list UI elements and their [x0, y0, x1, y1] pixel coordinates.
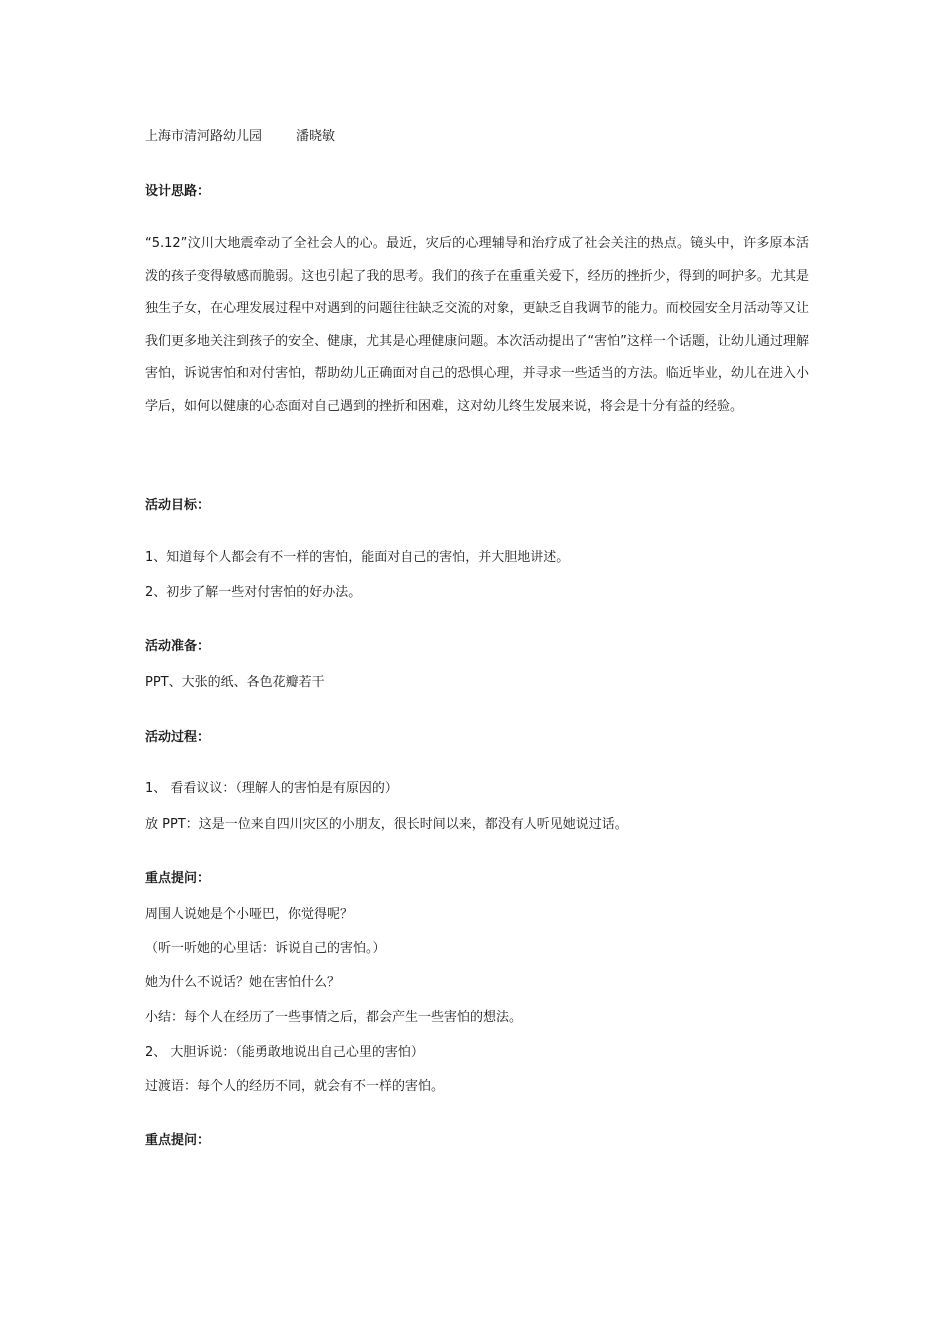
process-step-1-detail: 放 PPT：这是一位来自四川灾区的小朋友，很长时间以来，都没有人听见她说过话。: [145, 817, 628, 832]
key-question-heading-2: 重点提问：: [145, 1133, 211, 1148]
goal-item-1: 1、知道每个人都会有不一样的害怕，能面对自己的害怕，并大胆地讲述。: [145, 550, 570, 565]
summary-text: 小结：每个人在经历了一些事情之后，都会产生一些害怕的想法。: [145, 1010, 523, 1025]
key-question-heading: 重点提问：: [145, 871, 211, 886]
question-item-2: （听一听她的心里话：诉说自己的害怕。）: [145, 941, 386, 956]
goal-item-2: 2、初步了解一些对付害怕的好办法。: [145, 585, 362, 600]
preparation-text: PPT、大张的纸、各色花瓣若干: [145, 675, 325, 690]
process-heading: 活动过程：: [145, 730, 211, 745]
preparation-heading: 活动准备：: [145, 639, 211, 654]
school-name: 上海市清河路幼儿园: [145, 129, 263, 144]
author-name: 潘晓敏: [296, 129, 336, 144]
header-line: [145, 128, 335, 146]
process-step-2: 2、 大胆诉说：（能勇敢地说出自己心里的害怕）: [145, 1045, 424, 1060]
goals-heading: 活动目标：: [145, 498, 211, 513]
question-item-1: 周围人说她是个小哑巴，你觉得呢？: [145, 907, 354, 922]
question-item-3: 她为什么不说话？她在害怕什么？: [145, 975, 341, 990]
process-step-1: 1、 看看议议：（理解人的害怕是有原因的）: [145, 781, 398, 796]
design-idea-heading: 设计思路：: [145, 184, 211, 199]
transition-text: 过渡语：每个人的经历不同，就会有不一样的害怕。: [145, 1079, 445, 1094]
design-idea-paragraph: “5.12”汶川大地震牵动了全社会人的心。最近，灾后的心理辅导和治疗成了社会关注的热点。镜头中，许多原本活泼的孩子变得敏感而脆弱。这也引起了我的思考。我们的孩子在重重关爱下，经历的挫折少，得到的呵护多。尤其是独生子女，在心理发展过程中对遇到的问题往往缺乏交流的对象，更缺乏自我调节的能力。而校园安全月活动等又让我们更多地关注到孩子的安全、健康，尤其是心理健康问题。本次活动提出了“害怕”这样一个话题，让幼儿通过理解害怕，诉说害怕和对付害怕，帮助幼儿正确面对自己的恐惧心理，并寻求一些适当的方法。临近毕业，幼儿在进入小学后，如何以健康的心态面对自己遇到的挫折和困难，这对幼儿终生发展来说，将会是十分有益的经验。: [145, 236, 809, 414]
